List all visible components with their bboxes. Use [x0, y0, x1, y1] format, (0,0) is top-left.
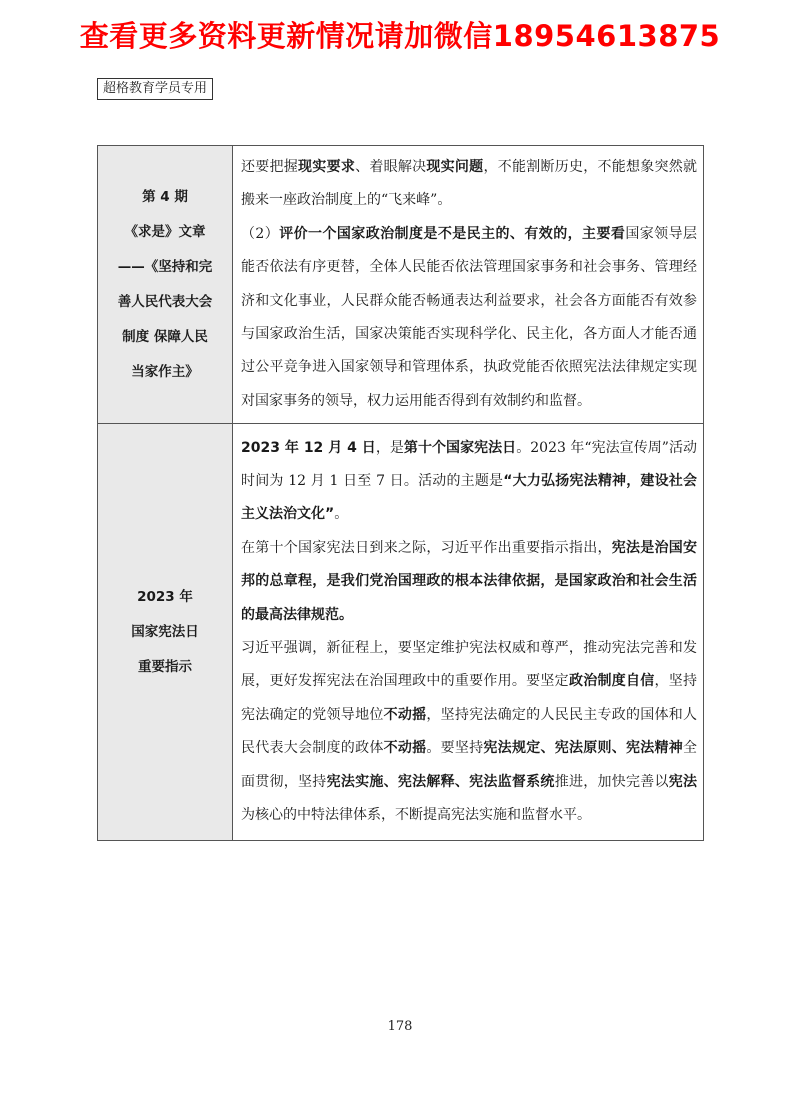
- bold-text: 现实要求: [298, 158, 356, 175]
- body-text: 。要坚持: [426, 740, 484, 757]
- bold-text: 评价一个国家政治制度是不是民主的、有效的，主要看: [279, 225, 626, 242]
- content-paragraph: [241, 532, 697, 632]
- content-paragraph: [241, 151, 697, 218]
- row-content-cell: [233, 146, 704, 424]
- body-text: 、着眼解决: [355, 158, 427, 175]
- body-text: 在第十个国家宪法日到来之际，习近平作出重要指示指出，: [241, 539, 612, 556]
- page-number: 178: [387, 1019, 413, 1034]
- body-text: 推进，加快完善以: [554, 773, 669, 790]
- bold-text: 宪法规定、宪法原则、宪法精神: [483, 740, 684, 757]
- bold-text: 不动摇: [383, 740, 427, 757]
- body-text: 全面贯彻，坚持: [241, 740, 698, 790]
- watermark-banner: 查看更多资料更新情况请加微信18954613875: [79, 19, 721, 53]
- body-text: 。: [334, 506, 349, 523]
- row-title-cell: [98, 424, 233, 841]
- body-text: 为核心的中特法律体系，不断提高宪法实施和监督水平。: [241, 807, 591, 824]
- table-row: [98, 424, 704, 841]
- body-text: ，是: [375, 439, 404, 456]
- bold-text: 2023 年 12 月 4 日: [241, 439, 376, 456]
- bold-text: “大力弘扬宪法精神，建设社会主义法治文化”: [241, 472, 697, 523]
- body-text: ，坚持宪法确定的人民民主专政的国体和人民代表大会制度的政体: [241, 706, 698, 757]
- bold-text: 不动摇: [383, 706, 427, 723]
- content-paragraph: [241, 432, 697, 532]
- body-text: 。2023 年“宪法宣传周”活动时间为 12 月 1 日至 7 日。活动的主题是: [241, 439, 698, 489]
- body-text: 国家领导层能否依法有序更替，全体人民能否依法管理国家事务和社会事务、管理经济和文化事业，人民群众能否畅通表达利益要求，社会各方面能否有效参与国家政治生活，国家决策能否实现科学化、民主化，各方面人才能否通过公平竞争进入国家领导和管理体系，执政党能否依照宪法法律规定实现对国家事务的领导，权力运用能否得到有效制约和监督。: [241, 225, 697, 409]
- table-row: [98, 146, 704, 424]
- row-title-line: 《求是》文章: [124, 223, 206, 240]
- bold-text: 宪法是治国安邦的总章程，是我们党治国理政的根本法律依据，是国家政治和社会生活的最高法律规范。: [241, 539, 698, 623]
- bold-text: 宪法: [668, 773, 698, 790]
- body-text: 习近平强调，新征程上，要坚定维护宪法权威和尊严，推动宪法完善和发展，更好发挥宪法在治国理政中的重要作用。要坚定: [241, 640, 697, 690]
- content-paragraph: [241, 218, 697, 418]
- student-only-label: 超格教育学员专用: [97, 78, 213, 100]
- row-title-cell: [98, 146, 233, 424]
- bold-text: 政治制度自信: [568, 673, 655, 690]
- content-paragraph: [241, 632, 697, 832]
- row-title-line: 2023 年: [137, 588, 193, 605]
- content-table: [97, 145, 704, 841]
- row-title-line: 第 4 期: [142, 188, 188, 205]
- body-text: ，坚持宪法确定的党领导地位: [241, 673, 698, 723]
- bold-text: 宪法实施、宪法解释、宪法监督系统: [326, 773, 555, 790]
- body-text: （2）: [241, 225, 280, 242]
- row-title-line: 重要指示: [138, 658, 192, 675]
- row-title-line: 制度 保障人民: [122, 328, 208, 345]
- bold-text: 第十个国家宪法日: [403, 439, 517, 456]
- row-title-line: 善人民代表大会: [117, 293, 213, 310]
- row-title-line: 当家作主》: [131, 363, 199, 380]
- row-content-cell: [233, 424, 704, 841]
- body-text: ，不能割断历史，不能想象突然就搬来一座政治制度上的“飞来峰”。: [241, 158, 698, 209]
- body-text: 还要把握: [241, 158, 299, 175]
- row-title-line: 国家宪法日: [131, 623, 199, 640]
- row-title-line: ——《坚持和完: [117, 258, 213, 275]
- bold-text: 现实问题: [426, 158, 484, 175]
